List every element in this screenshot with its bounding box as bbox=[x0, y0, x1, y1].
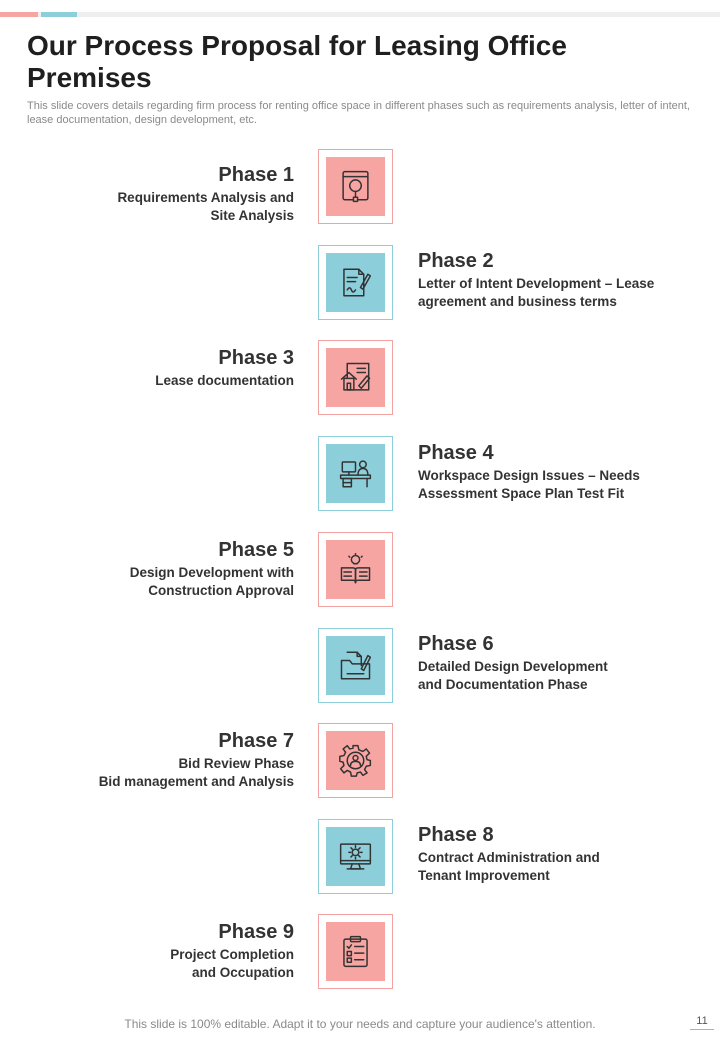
phase-1-icon-tile bbox=[326, 157, 385, 216]
phase-7-description: Bid Review Phase Bid management and Analysis bbox=[98, 756, 294, 789]
phase-2-title: Phase 2 bbox=[418, 250, 494, 272]
phase-8-title: Phase 8 bbox=[418, 824, 494, 846]
phase-9-icon-tile bbox=[326, 922, 385, 981]
idea-book-icon bbox=[339, 553, 372, 586]
phase-6-description: Detailed Design Development and Documentation Phase bbox=[418, 659, 608, 692]
phase-7-text bbox=[24, 729, 294, 791]
phase-2-description: Letter of Intent Development – Lease agreement and business terms bbox=[418, 276, 655, 309]
phase-8-description: Contract Administration and Tenant Improvement bbox=[418, 850, 600, 883]
phase-3-text bbox=[24, 346, 294, 390]
search-document-icon bbox=[339, 170, 372, 203]
accent-blue-segment bbox=[41, 12, 77, 17]
phase-3-icon-tile bbox=[326, 348, 385, 407]
phase-8-icon-box bbox=[318, 819, 393, 894]
phase-4-text bbox=[418, 441, 688, 503]
phase-5-icon-box bbox=[318, 532, 393, 607]
phase-1-icon-box bbox=[318, 149, 393, 224]
phase-9-title: Phase 9 bbox=[218, 921, 294, 943]
phase-3-title: Phase 3 bbox=[218, 347, 294, 369]
phase-8-text bbox=[418, 823, 688, 885]
top-accent-bar bbox=[0, 12, 720, 17]
phase-9-description: Project Completion and Occupation bbox=[170, 947, 294, 980]
phase-2-text bbox=[418, 249, 688, 311]
phase-5-icon-tile bbox=[326, 540, 385, 599]
phase-2-icon-box bbox=[318, 245, 393, 320]
folder-edit-icon bbox=[339, 649, 372, 682]
footer-note: This slide is 100% editable. Adapt it to your needs and capture your audience's attention. bbox=[124, 1017, 596, 1031]
house-documents-icon bbox=[339, 361, 372, 394]
phase-1-text bbox=[24, 163, 294, 225]
phase-6-text bbox=[418, 632, 688, 694]
phase-4-description: Workspace Design Issues – Needs Assessment Space Plan Test Fit bbox=[418, 468, 640, 501]
phase-1-description: Requirements Analysis and Site Analysis bbox=[117, 190, 294, 223]
phase-9-text bbox=[24, 920, 294, 982]
accent-pink-segment bbox=[0, 12, 38, 17]
phase-7-title: Phase 7 bbox=[218, 730, 294, 752]
phase-3-icon-box bbox=[318, 340, 393, 415]
phase-2-icon-tile bbox=[326, 253, 385, 312]
phase-3-description: Lease documentation bbox=[155, 373, 294, 388]
phase-8-icon-tile bbox=[326, 827, 385, 886]
workspace-desk-icon bbox=[339, 457, 372, 490]
page-title: Our Process Proposal for Leasing Office Premises bbox=[27, 30, 567, 93]
phase-5-text bbox=[24, 538, 294, 600]
phase-6-title: Phase 6 bbox=[418, 633, 494, 655]
phase-5-description: Design Development with Construction Approval bbox=[129, 565, 294, 598]
phase-6-icon-tile bbox=[326, 636, 385, 695]
phase-7-icon-box bbox=[318, 723, 393, 798]
gear-user-icon bbox=[339, 744, 372, 777]
phase-1-title: Phase 1 bbox=[218, 164, 294, 186]
phase-9-icon-box bbox=[318, 914, 393, 989]
phase-5-title: Phase 5 bbox=[218, 539, 294, 561]
phase-4-title: Phase 4 bbox=[418, 442, 494, 464]
contract-signing-icon bbox=[339, 266, 372, 299]
phase-6-icon-box bbox=[318, 628, 393, 703]
phase-7-icon-tile bbox=[326, 731, 385, 790]
monitor-settings-icon bbox=[339, 840, 372, 873]
phase-4-icon-box bbox=[318, 436, 393, 511]
page-subtitle: This slide covers details regarding firm process for renting office space in different phases such as requirements analysis, letter of intent, lease documentation, design development, etc. bbox=[27, 100, 690, 126]
phase-4-icon-tile bbox=[326, 444, 385, 503]
page-number: 11 bbox=[690, 1015, 714, 1030]
clipboard-checklist-icon bbox=[339, 935, 372, 968]
